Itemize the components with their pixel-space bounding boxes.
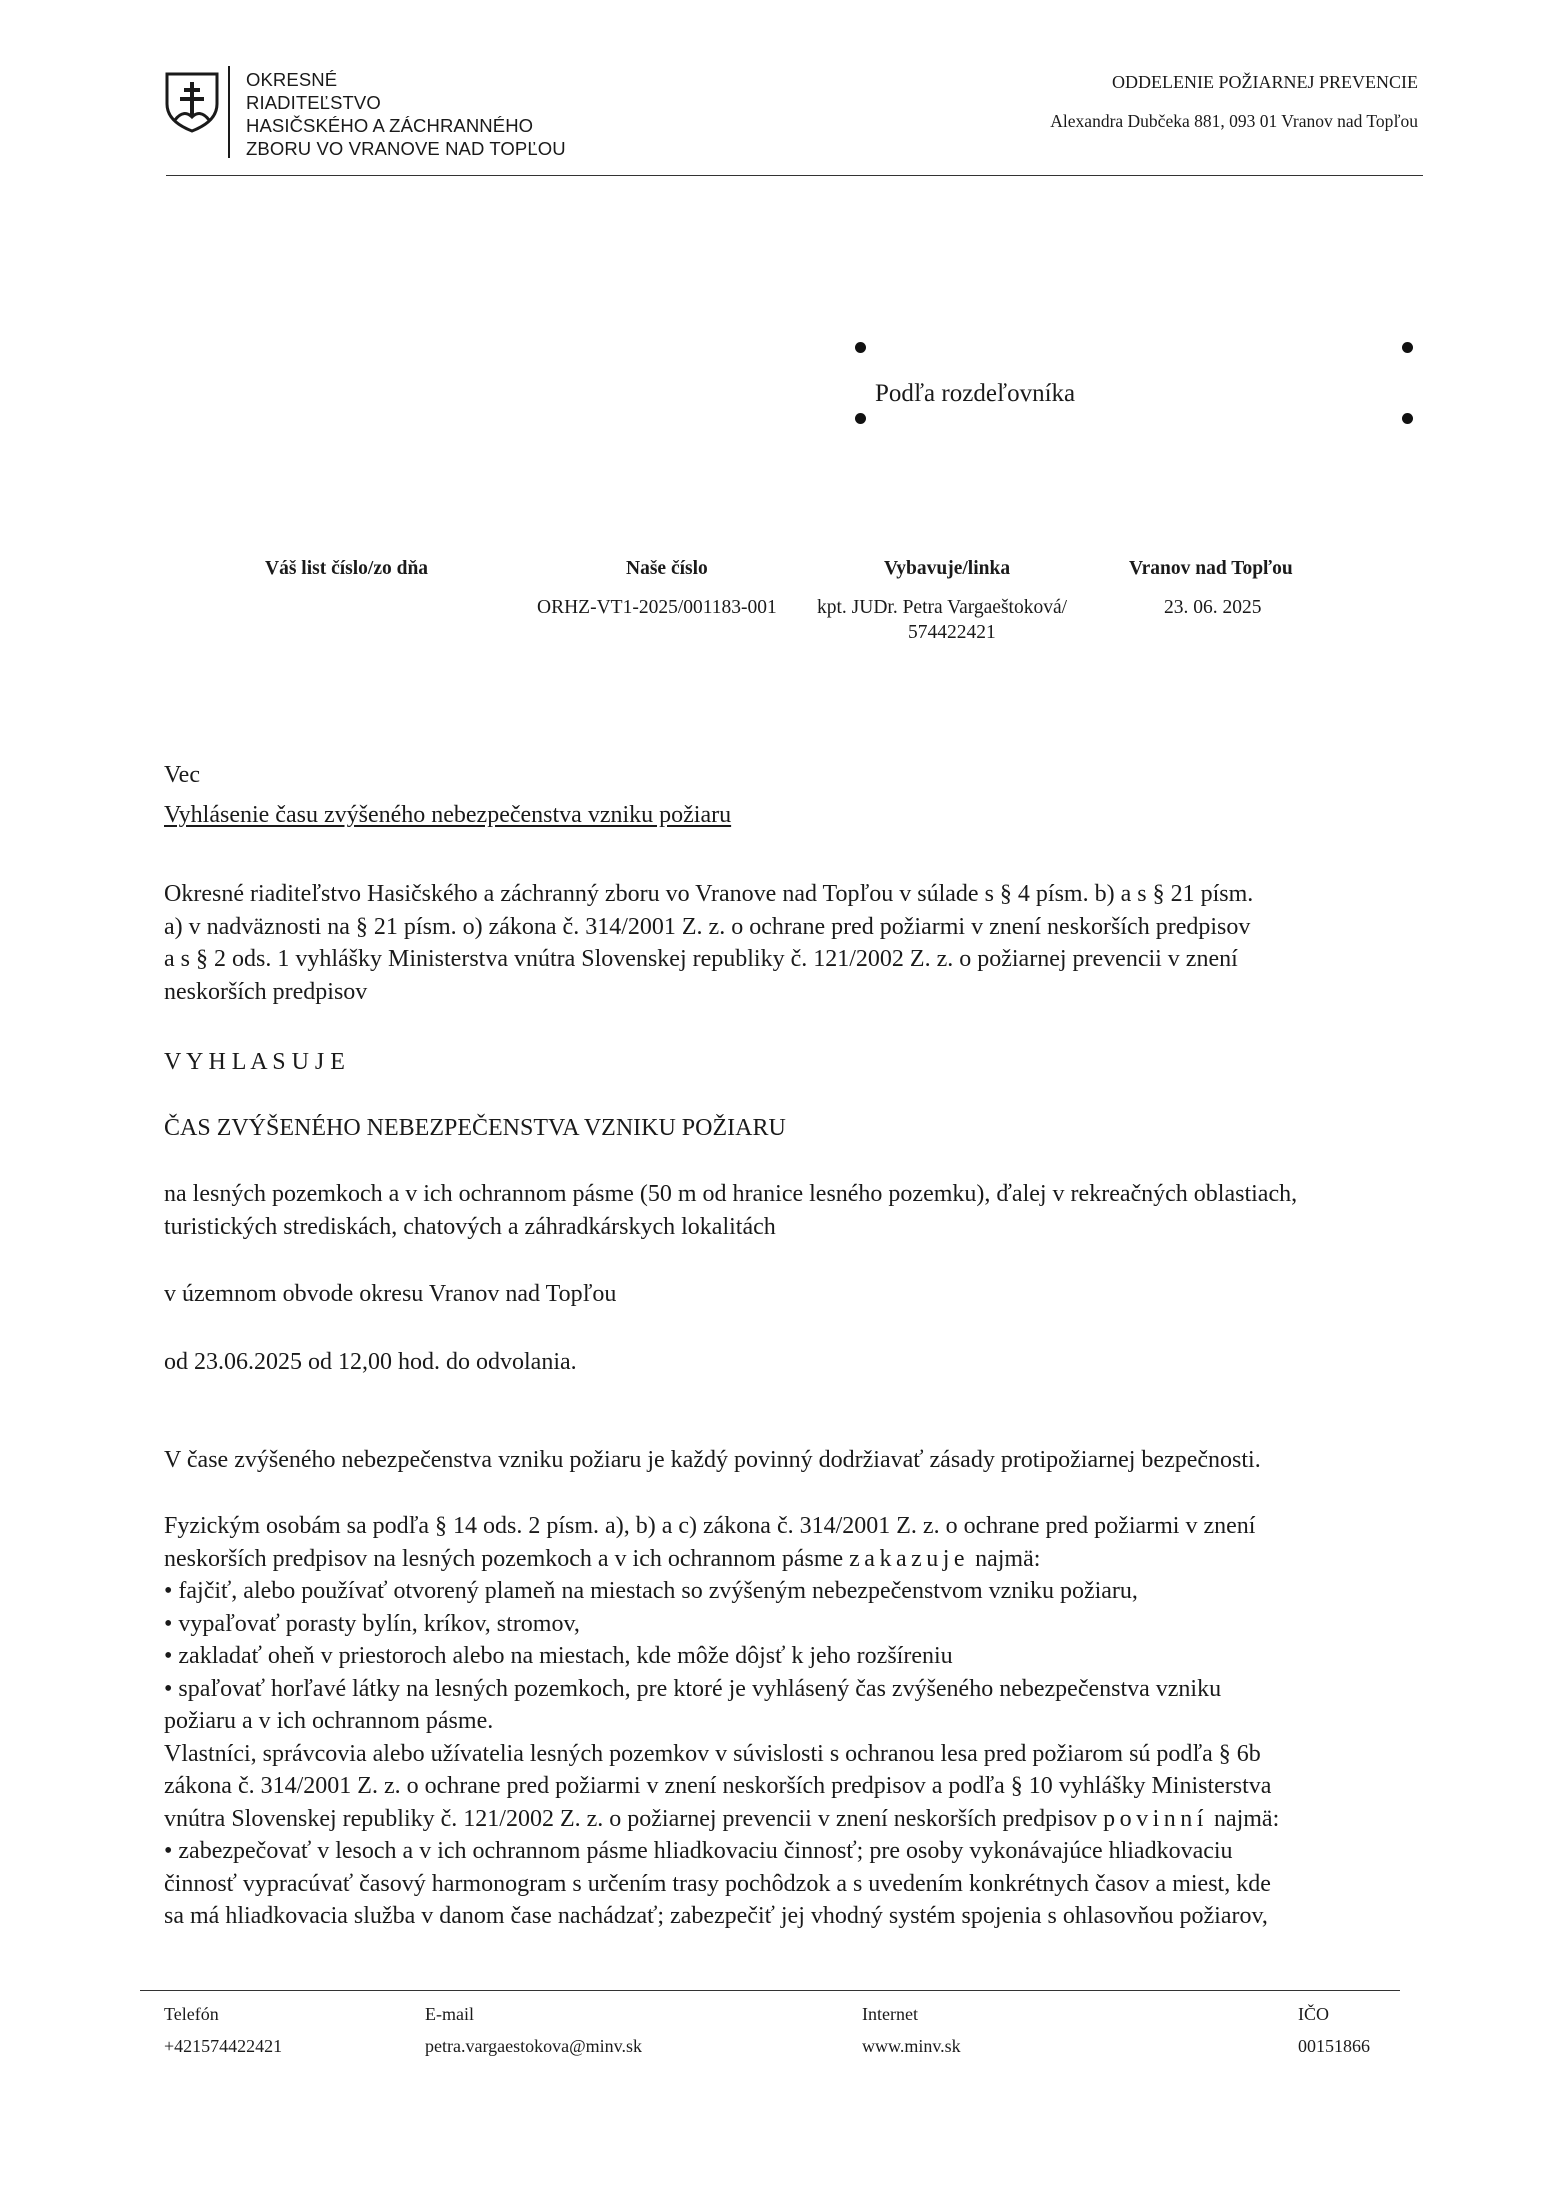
org-line: ZBORU VO VRANOVE NAD TOPĽOU bbox=[246, 138, 566, 159]
recipient: Podľa rozdeľovníka bbox=[875, 380, 1076, 407]
persons-paragraph bbox=[164, 1510, 1424, 1933]
text-segment: neskorších predpisov na lesných pozemkoch a v ich ochrannom pásme bbox=[164, 1545, 844, 1572]
text-line: turistických strediskách, chatových a záhradkárskych lokalitách bbox=[164, 1213, 776, 1240]
text-segment: najmä: bbox=[975, 1545, 1041, 1572]
department-name: ODDELENIE POŽIARNEJ PREVENCIE bbox=[1112, 72, 1418, 92]
your-letter-label: Váš list číslo/zo dňa bbox=[265, 558, 429, 579]
period-line: od 23.06.2025 od 12,00 hod. do odvolania. bbox=[164, 1349, 577, 1375]
text-line: a) v nadväznosti na § 21 písm. o) zákona č. 314/2001 Z. z. o ochrane pred požiarmi v znení neskorších predpisov bbox=[164, 913, 1251, 940]
handled-by-value: kpt. JUDr. Petra Vargaeštoková/ bbox=[817, 597, 1068, 618]
text-line: Vlastníci, správcovia alebo užívatelia lesných pozemkov v súvislosti s ochranou lesa pred požiarom sú podľa § 6b bbox=[164, 1740, 1261, 1767]
text-line: a s § 2 ods. 1 vyhlášky Ministerstva vnútra Slovenskej republiky č. 121/2002 Z. z. o požiarnej prevencii v znení bbox=[164, 946, 1238, 972]
scope-paragraph bbox=[164, 1178, 1424, 1243]
address-window-mark bbox=[855, 413, 866, 424]
footer-phone-label: Telefón bbox=[164, 2004, 219, 2024]
list-item: požiaru a v ich ochrannom pásme. bbox=[164, 1708, 494, 1734]
logo-divider bbox=[228, 66, 230, 158]
duty-line: V čase zvýšeného nebezpečenstva vzniku požiaru je každý povinný dodržiavať zásady protipožiarnej bezpečnosti. bbox=[164, 1447, 1261, 1473]
org-line: OKRESNÉ bbox=[246, 69, 338, 90]
org-line: RIADITEĽSTVO bbox=[246, 92, 381, 113]
footer-web-link[interactable]: www.minv.sk bbox=[862, 2036, 961, 2056]
list-item: • zabezpečovať v lesoch a v ich ochrannom pásme hliadkovaciu činnosť; pre osoby vykonávajúce hliadkovaciu bbox=[164, 1838, 1233, 1864]
prohibits-word: zakazuje bbox=[849, 1545, 970, 1572]
list-item: • vypaľovať porasty bylín, kríkov, stromov, bbox=[164, 1610, 580, 1637]
declaration: V Y H L A S U J E bbox=[164, 1049, 345, 1075]
list-item: • zakladať oheň v priestoroch alebo na miestach, kde môže dôjsť k jeho rozšíreniu bbox=[164, 1643, 953, 1669]
footer-email-link[interactable]: petra.vargaestokova@minv.sk bbox=[425, 2036, 643, 2056]
text-line: Fyzickým osobám sa podľa § 14 ods. 2 písm. a), b) a c) zákona č. 314/2001 Z. z. o ochrane pred požiarmi v znení bbox=[164, 1513, 1256, 1539]
declaration-heading: ČAS ZVÝŠENÉHO NEBEZPEČENSTVA VZNIKU POŽIARU bbox=[164, 1115, 786, 1141]
department-address: Alexandra Dubčeka 881, 093 01 Vranov nad Topľou bbox=[1050, 111, 1418, 131]
text-line: zákona č. 314/2001 Z. z. o ochrane pred požiarmi v znení neskorších predpisov a podľa § 10 vyhlášky Ministerstva bbox=[164, 1773, 1272, 1799]
intro-paragraph bbox=[164, 878, 1424, 1008]
footer-divider bbox=[140, 1990, 1400, 1991]
obliged-word: povinní bbox=[1103, 1805, 1208, 1832]
org-line: HASIČSKÉHO A ZÁCHRANNÉHO bbox=[246, 115, 534, 136]
our-number-label: Naše číslo bbox=[626, 558, 708, 579]
date-value: 23. 06. 2025 bbox=[1164, 597, 1262, 618]
footer-ico-label: IČO bbox=[1298, 2004, 1329, 2024]
text-line bbox=[164, 1803, 1424, 1836]
subject-title: Vyhlásenie času zvýšeného nebezpečenstva vzniku požiaru bbox=[164, 802, 732, 828]
handled-by-phone: 574422421 bbox=[908, 622, 996, 643]
address-window-mark bbox=[1402, 413, 1413, 424]
header-divider bbox=[166, 175, 1423, 176]
footer-ico-value: 00151866 bbox=[1298, 2036, 1370, 2056]
text-line: neskorších predpisov bbox=[164, 978, 368, 1005]
our-number-value: ORHZ-VT1-2025/001183-001 bbox=[537, 597, 777, 618]
footer-phone-value: +421574422421 bbox=[164, 2036, 283, 2056]
address-window-mark bbox=[1402, 342, 1413, 353]
organization-name bbox=[246, 68, 566, 160]
area-line: v územnom obvode okresu Vranov nad Topľou bbox=[164, 1281, 617, 1307]
text-line: činnosť vypracúvať časový harmonogram s určením trasy pochôdzok a s uvedením konkrétnych časov a miest, kde bbox=[164, 1870, 1271, 1897]
slovak-coat-of-arms-icon bbox=[163, 70, 221, 134]
text-segment: najmä: bbox=[1213, 1805, 1280, 1832]
handled-by-label: Vybavuje/linka bbox=[884, 558, 1011, 579]
text-line: sa má hliadkovacia služba v danom čase nachádzať; zabezpečiť jej vhodný systém spojenia s ohlasovňou požiarov, bbox=[164, 1903, 1268, 1929]
footer-web-label: Internet bbox=[862, 2004, 918, 2024]
subject-label: Vec bbox=[164, 762, 200, 788]
text-line: na lesných pozemkoch a v ich ochrannom pásme (50 m od hranice lesného pozemku), ďalej v rekreačných oblastiach, bbox=[164, 1181, 1298, 1207]
text-line bbox=[164, 1543, 1424, 1576]
text-segment: vnútra Slovenskej republiky č. 121/2002 Z. z. o požiarnej prevencii v znení neskorších predpisov bbox=[164, 1805, 1098, 1832]
list-item: • spaľovať horľavé látky na lesných pozemkoch, pre ktoré je vyhlásený čas zvýšeného nebezpečenstva vzniku bbox=[164, 1675, 1222, 1702]
address-window-mark bbox=[855, 342, 866, 353]
list-item: • fajčiť, alebo používať otvorený plameň na miestach so zvýšeným nebezpečenstvom vzniku požiaru, bbox=[164, 1578, 1138, 1604]
place-date-label: Vranov nad Topľou bbox=[1129, 558, 1293, 579]
footer-email-label: E-mail bbox=[425, 2004, 474, 2024]
text-line: Okresné riaditeľstvo Hasičského a záchranný zboru vo Vranove nad Topľou v súlade s § 4 písm. b) a s § 21 písm. bbox=[164, 881, 1254, 907]
